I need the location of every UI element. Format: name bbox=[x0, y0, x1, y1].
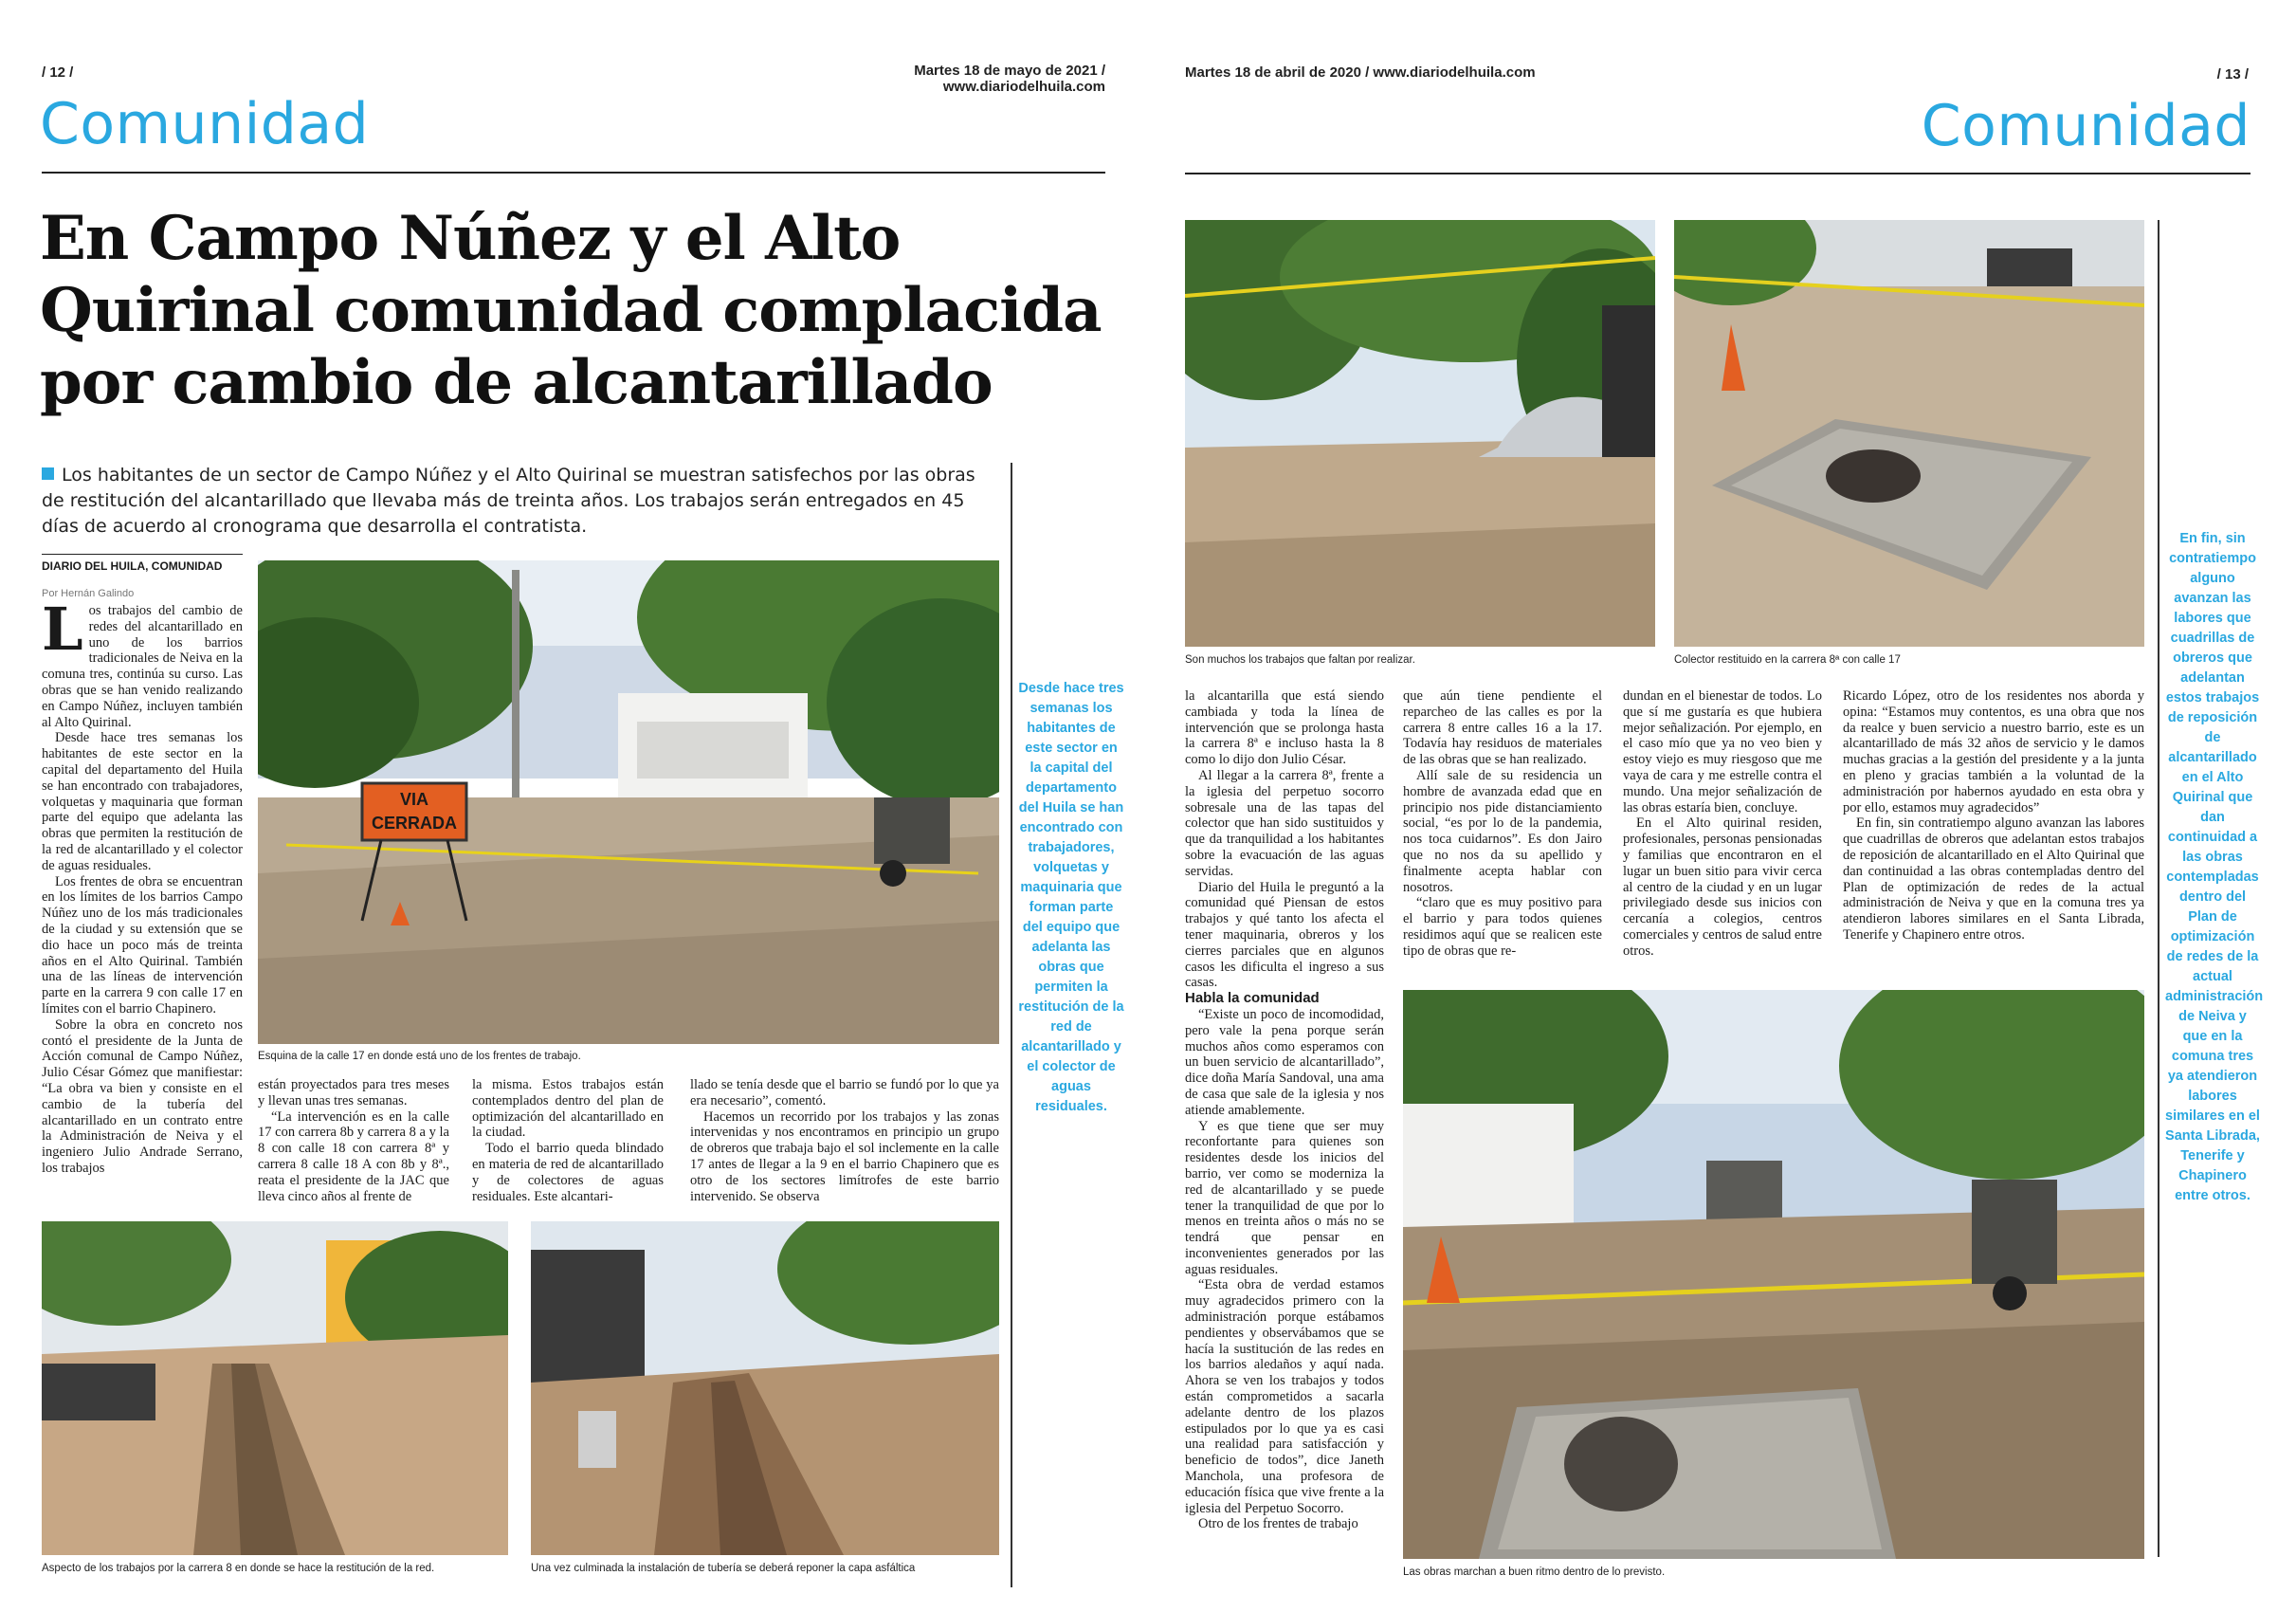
header-rule-left bbox=[42, 172, 1105, 174]
paragraph: “claro que es muy positivo para el barrio y para todos quienes residimos aquí que se realicen este tipo de obras que re- bbox=[1403, 895, 1602, 959]
paragraph: la misma. Estos trabajos están contemplados dentro del plan de optimización del alcantarillado en la ciudad. bbox=[472, 1077, 664, 1141]
paragraph: “Esta obra de verdad estamos muy agradecidos primero con la administración porque estábamos pendientes y observábamos que se hacía la sustitución de las redes en los barrios aledaños y aquí nada. Ahora se ven los trabajos y todos están comprometidos a sacarla adelante dentro de los plazos estipulados por lo que ya es casi una realidad para satisfacción y beneficio de todos”, dice Janeth Manchola, una profesora de educación física que vive frente a la iglesia del Perpetuo Socorro. bbox=[1185, 1277, 1384, 1516]
dropcap: L bbox=[42, 603, 83, 664]
paragraph: En fin, sin contratiempo alguno avanzan las labores que cuadrillas de obreros que adelantan estos trabajos de reposición de alcantarillado en el Alto Quirinal que dan continuidad a las obras contempladas dentro del Plan de optimización de redes de la actual administración de Neiva y que en la comuna tres ya atendieron labores similares en el Santa Librada, Tenerife y Chapinero entre otros. bbox=[1843, 815, 2144, 943]
paragraph: la alcantarilla que está siendo cambiada y toda la línea de intervención que se prolonga hasta la carrera 8ª e incluso hasta la 8 como lo dijo don Julio César. bbox=[1185, 688, 1384, 768]
paragraph-text: os trabajos del cambio de redes del alcantarillado en uno de los barrios tradicionales de Neiva en la comuna tres, continúa su curso. Las obras que se han venido realizando en Campo Núñez, incluyen también al Alto Quirinal. bbox=[42, 603, 243, 730]
paragraph: Hacemos un recorrido por los trabajos y las zonas intervenidas y nos encontramos en principio un grupo de obreros que trabaja bajo el sol inclemente en la calle 17 antes de llegar a la 9 en el barrio Chapinero que es otro de los sectores limítrofes de este barrio intervenido. Se observa bbox=[690, 1108, 999, 1204]
photo-carrera-8 bbox=[42, 1221, 508, 1555]
photo-tuberia bbox=[531, 1221, 999, 1555]
article-column-r4 bbox=[1843, 688, 2144, 980]
paragraph: están proyectados para tres meses y llevan unas tres semanas. bbox=[258, 1077, 449, 1108]
article-column-r1 bbox=[1185, 688, 1384, 1568]
article-column-r3 bbox=[1623, 688, 1822, 980]
caption-bottom-left: Aspecto de los trabajos por la carrera 8 en donde se hace la restitución de la red. bbox=[42, 1563, 435, 1574]
lead-marker-icon bbox=[42, 467, 54, 480]
paragraph: En el Alto quirinal residen, profesionales, personas pensionadas y familias que encontraron en el lugar un buen sitio para vivir cerca al centro de la ciudad y en un lugar privilegiado desde sus inicios con cercanía a colegios, centros comerciales y centros de salud entre otros. bbox=[1623, 815, 1822, 959]
paragraph: Otro de los frentes de trabajo bbox=[1198, 1516, 1358, 1532]
photo-via-cerrada bbox=[258, 560, 999, 1044]
caption-top-right-right: Colector restituido en la carrera 8ª con calle 17 bbox=[1674, 654, 1901, 666]
paragraph: dundan en el bienestar de todos. Lo que sí me gustaría es que hubiera mejor señalización. Por ejemplo, en el caso mío que ya no veo bien y estoy viejo es muy riesgoso que me vaya de cara y me estrelle contra el mundo. Una mejor señalización de las obras estaría bien, concluye. bbox=[1623, 688, 1822, 815]
byline: DIARIO DEL HUILA, COMUNIDAD bbox=[42, 554, 243, 574]
paragraph: Ricardo López, otro de los residentes nos aborda y opina: “Estamos muy contentos, es una obra que nos da realce y buen servicio a nuestro barrio, este es un alcantarillado de más 32 años de servicio y le damos muchas gracias a la gestión del presidente y a la junta en pleno y gracias también a la voluntad de la administración por habernos ayudado en esta obra y por ello, estamos muy agradecidos” bbox=[1843, 688, 2144, 815]
paragraph: Allí sale de su residencia un hombre de avanzada edad que en principio nos pide distanciamiento social, “es por lo de la pandemia, nos toca cuidarnos”. Es don Jairo que no nos da su apellido y finalmente acepta hablar con nosotros. bbox=[1403, 767, 1602, 895]
pull-quote-right: En fin, sin contratiempo alguno avanzan las labores que cuadrillas de obreros que adelantan estos trabajos de reposición de alcantarillado en el Alto Quirinal que dan continuidad a las obras contempladas dentro del Plan de optimización de redes de la actual administración de Neiva y que en la comuna tres ya atendieron labores similares en el Santa Librada, Tenerife y Chapinero entre otros. bbox=[2165, 531, 2264, 1203]
article-column-r2 bbox=[1403, 688, 1602, 980]
paragraph: Y es que tiene que ser muy reconfortante para quienes son residentes desde los inicios del barrio, ver como se moderniza la red de alcantarillado y se puede tener la tranquilidad de que por lo menos en treinta años o más no se tendrá que pensar en inconvenientes generados por las aguas residuales. bbox=[1185, 1118, 1384, 1277]
article-column-1 bbox=[42, 603, 243, 1210]
section-title-right: Comunidad bbox=[1921, 93, 2250, 159]
page-number-right: / 13 / bbox=[2216, 66, 2249, 82]
paragraph: Al llegar a la carrera 8ª, frente a la iglesia del perpetuo socorro sobresale una de las tapas del colector que han sido sustituidos y que da tranquilidad a los habitantes sobre la evacuación de las aguas servidas. bbox=[1185, 767, 1384, 879]
caption-bottom-middle: Una vez culminada la instalación de tubería se deberá reponer la capa asfáltica bbox=[531, 1563, 916, 1574]
page-number-left: / 12 / bbox=[42, 64, 74, 81]
headline-line-1: En Campo Núñez y el Alto bbox=[40, 203, 901, 274]
paragraph: “La intervención es en la calle 17 con carrera 8b y carrera 8 a y la 8 con calle 18 con carrera 8ª y carrera 8 calle 18 A con 8b y 8ª., reata el presidente de la JAC que lleva cinco años al frente de bbox=[258, 1108, 449, 1204]
paragraph: Sobre la obra en concreto nos contó el presidente de la Junta de Acción comunal de Campo Núñez, Julio César Gómez que manifiestar: “La obra va bien y consiste en el cambio de la tubería del alcantarillado en un contrato entre la Administración de Neiva y el ingeniero Julio Andrade Serrano, los trabajos bbox=[42, 1017, 243, 1176]
pull-quote-left: Desde hace tres semanas los habitantes de este sector en la capital del departamento del Huila se han encontrado con trabajadores, volquetas y maquinaria que forman parte del equipo que adelanta las obras que permiten la restitución de la red de alcantarillado y el colector de aguas residuales. bbox=[1018, 681, 1124, 1114]
sign-text-via: VIA bbox=[399, 790, 429, 809]
paragraph bbox=[42, 603, 243, 730]
lead-text: Los habitantes de un sector de Campo Núñez y el Alto Quirinal se muestran satisfechos por las obras de restitución del alcantarillado que llevaba más de treinta años. Los trabajos serán entregados en 45 días de acuerdo al cronograma que desarrolla el contratista. bbox=[42, 465, 975, 537]
caption-bottom-right: Las obras marchan a buen ritmo dentro de lo previsto. bbox=[1403, 1566, 1666, 1578]
column-rule-left-outer bbox=[1011, 463, 1012, 1587]
dateline-left: Martes 18 de mayo de 2021 / www.diariodelhuila.com bbox=[914, 63, 1105, 95]
article-column-2 bbox=[258, 1077, 449, 1212]
paragraph: llado se tenía desde que el barrio se fundó por lo que ya era necesario”, comentó. bbox=[690, 1077, 999, 1108]
author: Por Hernán Galindo bbox=[42, 588, 135, 599]
paragraph: Los frentes de obra se encuentran en los límites de los barrios Campo Núñez uno de los más tradicionales de la ciudad y su extensión que se dio hace un poco más de treinta años en el Alto Quirinal. También una de las líneas de intervención parte en la carrera 9 con calle 17 en límites con el barrio Chapinero. bbox=[42, 873, 243, 1017]
headline-line-2: Quirinal comunidad complacida bbox=[40, 275, 1102, 346]
paragraph: “Existe un poco de incomodidad, pero vale la pena porque serán muchos años como esperamos con un buen servicio de alcantarillado”, dice doña María Sandoval, una ama de casa que sale de la iglesia y nos atiende amablemente. bbox=[1185, 1006, 1384, 1118]
sign-text-cerrada: CERRADA bbox=[372, 814, 457, 833]
headline bbox=[40, 203, 1121, 419]
headline-line-3: por cambio de alcantarillado bbox=[40, 347, 993, 418]
article-column-4 bbox=[690, 1077, 999, 1212]
column-rule-right-outer bbox=[2158, 220, 2159, 1557]
lead-paragraph bbox=[42, 463, 990, 540]
photo-trabajos-pendientes bbox=[1185, 220, 1655, 647]
caption-top-left-right: Son muchos los trabajos que faltan por realizar. bbox=[1185, 654, 1415, 666]
paragraph: Desde hace tres semanas los habitantes de este sector en la capital del departamento del Huila se han encontrado con trabajadores, volquetas y maquinaria que forman parte del equipo que adelanta las obras que permiten la restitución de la red de alcantarillado y el colector de aguas residuales. bbox=[42, 730, 243, 873]
paragraph: que aún tiene pendiente el reparcheo de las calles es por la carrera 8 entre calles 16 a la 17. Todavía hay residuos de materiales de las obras que se han realizado. bbox=[1403, 688, 1602, 768]
section-title-left: Comunidad bbox=[40, 91, 370, 157]
caption-main-photo: Esquina de la calle 17 en donde está uno de los frentes de trabajo. bbox=[258, 1051, 581, 1062]
photo-colector-restituido bbox=[1674, 220, 2144, 647]
article-column-3 bbox=[472, 1077, 664, 1212]
dateline-right: Martes 18 de abril de 2020 / www.diariodelhuila.com bbox=[1185, 64, 1536, 81]
header-rule-right bbox=[1185, 173, 2250, 174]
photo-obras-buen-ritmo bbox=[1403, 990, 2144, 1559]
paragraph: Diario del Huila le preguntó a la comunidad qué Piensan de estos trabajos y qué tanto los afecta el tener maquinaria, obreros y los cierres parciales que en algunos casos les dificulta el ingreso a sus casas. bbox=[1185, 879, 1384, 991]
subhead-habla-la-comunidad: Habla la comunidad bbox=[1185, 990, 1320, 1007]
paragraph: Todo el barrio queda blindado en materia de red de alcantarillado y de colectores de aguas residuales. Este alcantari- bbox=[472, 1141, 664, 1204]
